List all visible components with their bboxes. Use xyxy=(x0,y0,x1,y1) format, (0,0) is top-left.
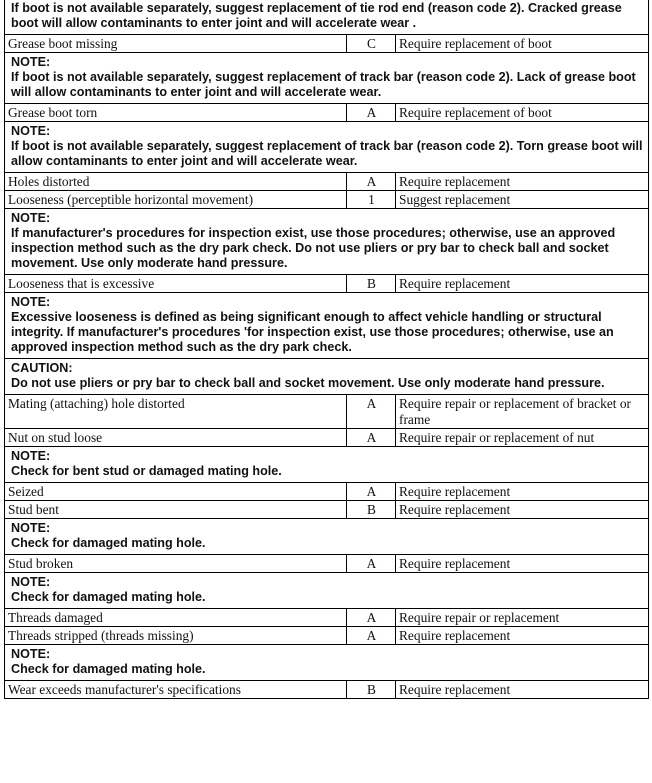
procedure-cell: Require replacement xyxy=(399,682,511,697)
condition-cell: Looseness that is excessive xyxy=(5,275,347,292)
table-row xyxy=(5,394,648,428)
table-row xyxy=(5,500,648,518)
note-header: NOTE: xyxy=(11,575,51,589)
table-row xyxy=(5,608,648,626)
note-header: NOTE: xyxy=(11,211,51,225)
note-header: NOTE: xyxy=(11,521,51,535)
table-row xyxy=(5,680,648,698)
code-cell: A xyxy=(347,104,396,121)
procedure-cell: Require replacement of boot xyxy=(399,105,552,120)
condition-cell: Mating (attaching) hole distorted xyxy=(5,395,347,428)
note-block xyxy=(5,292,648,358)
condition-cell: Wear exceeds manufacturer's specifications xyxy=(5,681,347,698)
condition-cell: Grease boot torn xyxy=(5,104,347,121)
condition-cell: Grease boot missing xyxy=(5,35,347,52)
note-block xyxy=(5,572,648,608)
table-row xyxy=(5,554,648,572)
note-text: If boot is not available separately, suggest replacement of tie rod end (reason code 2). Cracked grease boot will allow contaminants to enter joint and will accelerate wear . xyxy=(11,1,622,30)
code-cell: B xyxy=(347,681,396,698)
procedure-cell: Require repair or replacement of bracket or frame xyxy=(399,396,631,427)
inspection-table xyxy=(4,0,649,699)
note-block xyxy=(5,0,648,34)
note-header: NOTE: xyxy=(11,295,51,309)
code-cell: A xyxy=(347,627,396,644)
table-row xyxy=(5,103,648,121)
note-text: If boot is not available separately, suggest replacement of track bar (reason code 2). Torn grease boot will allow contaminants to enter joint and will accelerate wear. xyxy=(11,139,643,168)
condition-cell: Threads damaged xyxy=(5,609,347,626)
procedure-cell: Require replacement xyxy=(399,502,511,517)
table-row xyxy=(5,34,648,52)
note-block xyxy=(5,52,648,103)
note-text: Check for bent stud or damaged mating hole. xyxy=(11,464,282,478)
code-cell: C xyxy=(347,35,396,52)
code-cell: A xyxy=(347,555,396,572)
note-header: NOTE: xyxy=(11,55,51,69)
condition-cell: Looseness (perceptible horizontal movement) xyxy=(5,191,347,208)
procedure-cell: Require replacement xyxy=(399,276,511,291)
note-text: Check for damaged mating hole. xyxy=(11,590,206,604)
note-text: Check for damaged mating hole. xyxy=(11,536,206,550)
code-cell: A xyxy=(347,395,396,428)
note-header: NOTE: xyxy=(11,449,51,463)
note-text: Excessive looseness is defined as being significant enough to affect vehicle handling or structural integrity. If manufacturer's procedures 'for inspection exist, use those procedures; otherwise, use an approved inspection method such as the dry park check. xyxy=(11,310,614,354)
procedure-cell: Suggest replacement xyxy=(399,192,511,207)
code-cell: A xyxy=(347,429,396,446)
note-header: NOTE: xyxy=(11,124,51,138)
procedure-cell: Require replacement of boot xyxy=(399,36,552,51)
procedure-cell: Require replacement xyxy=(399,556,511,571)
note-block xyxy=(5,121,648,172)
table-row xyxy=(5,190,648,208)
code-cell: A xyxy=(347,173,396,190)
note-text: If manufacturer's procedures for inspection exist, use those procedures; otherwise, use an approved inspection method such as the dry park check. Do not use pliers or pry bar to check ball and socket movement. Use only moderate hand pressure. xyxy=(11,226,616,270)
note-text: If boot is not available separately, suggest replacement of track bar (reason code 2). Lack of grease boot will allow contaminants to enter joint and will accelerate wear. xyxy=(11,70,636,99)
note-text: Check for damaged mating hole. xyxy=(11,662,206,676)
code-cell: A xyxy=(347,609,396,626)
condition-cell: Nut on stud loose xyxy=(5,429,347,446)
procedure-cell: Require repair or replacement of nut xyxy=(399,430,595,445)
note-block xyxy=(5,446,648,482)
note-block xyxy=(5,644,648,680)
procedure-cell: Require repair or replacement xyxy=(399,610,560,625)
code-cell: B xyxy=(347,275,396,292)
code-cell: A xyxy=(347,483,396,500)
procedure-cell: Require replacement xyxy=(399,174,511,189)
note-block xyxy=(5,518,648,554)
note-text: Do not use pliers or pry bar to check ball and socket movement. Use only moderate hand pressure. xyxy=(11,376,605,390)
condition-cell: Threads stripped (threads missing) xyxy=(5,627,347,644)
caution-block xyxy=(5,358,648,394)
procedure-cell: Require replacement xyxy=(399,484,511,499)
code-cell: B xyxy=(347,501,396,518)
procedure-cell: Require replacement xyxy=(399,628,511,643)
note-block xyxy=(5,208,648,274)
condition-cell: Stud bent xyxy=(5,501,347,518)
table-row xyxy=(5,428,648,446)
code-cell: 1 xyxy=(347,191,396,208)
table-row xyxy=(5,626,648,644)
note-header: CAUTION: xyxy=(11,361,73,375)
note-header: NOTE: xyxy=(11,647,51,661)
table-row xyxy=(5,482,648,500)
condition-cell: Stud broken xyxy=(5,555,347,572)
table-row xyxy=(5,274,648,292)
condition-cell: Holes distorted xyxy=(5,173,347,190)
table-row xyxy=(5,172,648,190)
condition-cell: Seized xyxy=(5,483,347,500)
